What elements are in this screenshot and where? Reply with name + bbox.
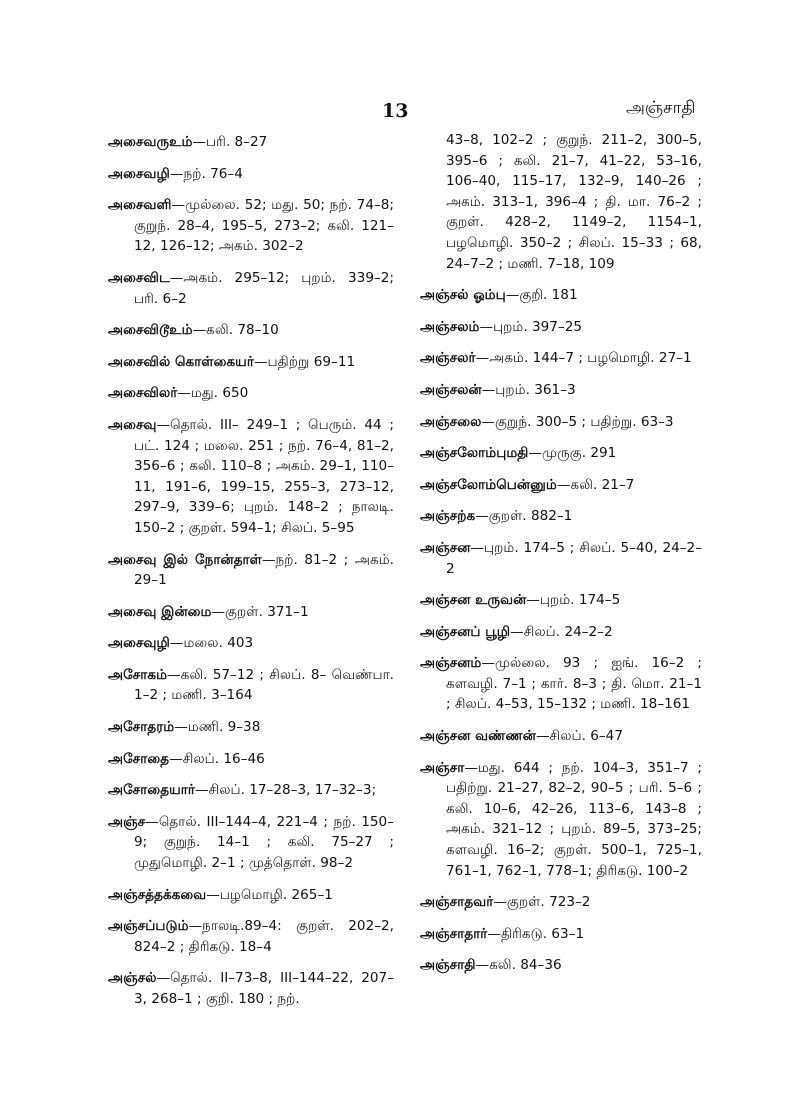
entry-separator: — [188,918,203,935]
index-entry [108,885,394,906]
entry-headword: அஞ்சா [420,759,465,776]
entry-separator: — [475,957,490,974]
entry-references: நாலடி.89–4: குறள். 202–2, 824–2 ; திரிகடு. 18–4 [134,918,394,955]
entry-headword: அசைவு இன்மை [108,603,212,620]
entry-headword: அஞ்சலம் [420,318,480,335]
index-entry [108,602,394,623]
index-entry [420,475,702,496]
continued-entry-refs: 43–8, 102–2 ; குறுந். 211–2, 300–5, 395–6 ; கலி. 21–7, 41–22, 53–16, 106–40, 115–17, 132–9, 140–26 ; அகம். 313–1, 396–4 ; தி. மா. 76–2 ; குறள். 428–2, 1149–2, 1154–1, பழமொழி. 350–2 ; சிலப். 15–33 ; 68, 24–7–2 ; மணி. 7–18, 109 [446,132,702,272]
entry-references: முருகு. 291 [542,445,617,462]
entry-references: குறள். 723–2 [506,894,591,911]
entry-headword: அஞ்சலோம்பென்னும் [420,476,557,493]
index-entry [108,916,394,957]
index-entry [108,383,394,404]
entry-references: குறி. 181 [519,287,578,304]
entry-headword: அஞ்சல் ஓம்பு [420,287,506,304]
index-entry [108,195,394,257]
entry-separator: — [479,318,494,335]
index-entry [420,348,702,369]
page-number: 13 [382,100,409,122]
entry-separator: — [528,445,542,462]
entry-separator: — [481,381,496,398]
index-entry [108,665,394,706]
entry-references: பரி. 8–27 [205,134,268,150]
entry-references: குறள். 371–1 [225,603,309,620]
entry-headword: அஞ்சலை [420,413,482,430]
index-entry [108,717,394,738]
entry-headword: அஞ்சலோம்புமதி [420,445,529,462]
index-entry [420,758,702,882]
entry-references: புறம். 361–3 [495,381,576,398]
index-entry [108,780,394,801]
entry-separator: — [145,813,159,830]
entry-separator: — [464,759,478,776]
entry-headword: அசோதையார் [108,782,195,799]
entry-references: அகம். 295–12; புறம். 339–2; பரி. 6–2 [134,269,394,307]
index-entry [420,590,702,611]
index-entry [108,320,394,341]
entry-separator: — [510,623,524,640]
index-entry [420,892,702,913]
entry-references: சிலப். 6–47 [549,728,623,745]
entry-headword: அஞ்சாதவர் [420,894,494,911]
entry-references: அகம். 144–7 ; பழமொழி. 27–1 [489,350,692,367]
entry-separator: — [475,350,490,367]
entry-references: மலை. 403 [183,635,254,652]
entry-headword: அஞ்சல் [108,970,157,987]
entry-separator: — [169,635,184,652]
index-entry [108,968,394,1009]
entry-headword: அஞ்சாதி [420,957,476,974]
entry-references: குறுந். 300–5 ; பதிற்று. 63–3 [494,413,674,430]
entry-separator: — [194,782,209,799]
entry-headword: அஞ்சன [420,539,471,556]
entry-separator: — [470,539,485,556]
entry-separator: — [253,353,268,370]
entry-separator: — [169,750,183,767]
entry-separator: — [169,269,184,286]
entry-references: தொல். III–144–4, 221–4 ; நற். 150–9; குறுந். 14–1 ; கலி. 75–27 ; முதுமொழி. 2–1 ; முத்தொள். 98–2 [134,813,394,872]
entry-separator: — [535,728,550,745]
entry-separator: — [493,894,507,911]
entry-headword: அசோதரம் [108,719,175,736]
running-head: அஞ்சாதி [626,98,696,118]
entry-references: மது. 644 ; நற். 104–3, 351–7 ; பதிற்று. 21–27, 82–2, 90–5 ; பரி. 5–6 ; கலி. 10–6, 42–26, 113–6, 143–8 ; அகம். 321–12 ; புறம். 89–5, 373–25; களவழி. 16–2; குறள். 500–1, 725–1, 761–1, 762–1, 778–1; திரிகடு. 100–2 [446,759,702,879]
entry-references: சிலப். 16–46 [182,750,265,767]
index-entry [420,380,702,401]
entry-references: மணி. 9–38 [187,719,261,736]
entry-headword: அசைவில் கொள்கையர் [108,353,254,370]
entry-headword: அசைவிலர் [108,385,178,402]
index-entry [108,550,394,591]
entry-separator: — [169,165,184,182]
entry-separator: — [526,592,540,609]
index-entry [108,812,394,874]
index-entry [420,412,702,433]
entry-references: புறம். 174–5 ; சிலப். 5–40, 24–2–2 [446,539,702,577]
index-entry [420,726,702,747]
entry-references: பதிற்று 69–11 [267,353,356,370]
entry-separator: — [192,134,206,150]
entry-separator: — [481,413,495,430]
entry-separator: — [487,925,501,942]
entry-references: முல்லை. 52; மது. 50; நற். 74–8; குறுந். 28–4, 195–5, 273–2; கலி. 121–12, 126–12; அகம். 302–2 [134,197,394,255]
entry-headword: அஞ்சனப் பூழி [420,623,511,640]
left-column [108,132,394,1021]
index-entry [108,132,394,153]
index-entry [420,538,702,579]
entry-headword: அசோதை [108,750,170,767]
index-entry [108,352,394,373]
entry-headword: அசைவிட [108,269,170,286]
entry-separator: — [206,886,220,903]
entry-separator: — [174,719,188,736]
entry-references: குறள். 882–1 [488,508,573,525]
entry-separator: — [261,551,276,568]
entry-headword: அசைவழி [108,165,170,182]
entry-headword: அசைவு இல் நோன்தாள் [108,551,262,568]
entry-references: கலி. 78–10 [206,322,279,339]
entry-references: நற். 81–2 ; அகம். 29–1 [134,551,394,589]
entry-references: நற். 76–4 [183,165,243,182]
entry-separator: — [177,385,191,402]
entry-headword: அஞ்சன வண்ணன் [420,728,536,745]
index-entry [108,268,394,309]
entry-separator: — [156,416,171,433]
entry-references: கலி. 57–12 ; சிலப். 8– வெண்பா. 1–2 ; மணி. 3–164 [134,666,394,704]
index-entry [108,164,394,185]
index-entry [420,955,702,976]
index-entry [420,653,702,715]
entry-headword: அஞ்சத்தக்கவை [108,886,207,903]
index-entry [420,285,702,306]
index-entry [420,443,702,464]
entry-references: புறம். 397–25 [493,318,583,335]
entry-separator: — [171,197,186,214]
entry-headword: அசைவிடூஉம் [108,322,193,339]
entry-headword: அஞ்சலர் [420,350,476,367]
entry-references: திரிகடு. 63–1 [501,925,585,942]
entry-headword: அஞ்ச [108,813,146,830]
entry-references: கலி. 84–36 [489,957,562,974]
entry-separator: — [156,970,171,987]
right-column [420,130,702,987]
entry-headword: அசைவருஉம் [108,134,193,150]
entry-headword: அசைவளி [108,197,172,214]
entry-separator: — [505,287,520,304]
entry-separator: — [556,476,571,493]
entry-references: சிலப். 17–28–3, 17–32–3; [208,782,377,799]
index-entry [420,317,702,338]
entry-separator: — [481,655,495,672]
index-entry [108,415,394,539]
entry-headword: அசைவு [108,416,157,433]
entry-references: தொல். III– 249–1 ; பெரும். 44 ; பட். 124 ; மலை. 251 ; நற். 76–4, 81–2, 356–6 ; கலி. 110–8 ; அகம். 29–1, 110–11, 191–6, 199–15, 255–3, 273–12, 297–9, 339–6; புறம். 148–2 ; நாலடி. 150–2 ; குறள். 594–1; சிலப். 5–95 [134,416,394,536]
entry-references: சிலப். 24–2–2 [523,623,613,640]
entry-headword: அஞ்சப்படும் [108,918,189,935]
index-entry [420,506,702,527]
entry-references: தொல். II–73–8, III–144–22, 207–3, 268–1 ; குறி. 180 ; நற். [134,970,394,1007]
entry-headword: அஞ்சனம் [420,655,482,672]
entry-references: மது. 650 [190,385,249,402]
index-entry [420,622,702,643]
entry-headword: அஞ்சன உருவன் [420,592,527,609]
index-entry [420,924,702,945]
entry-headword: அஞ்சற்க [420,508,476,525]
index-entry [108,633,394,654]
index-entry [108,749,394,770]
entry-separator: — [167,666,181,683]
entry-separator: — [211,603,226,620]
entry-headword: அசோகம் [108,666,168,683]
entry-references: கலி. 21–7 [570,476,635,493]
entry-headword: அஞ்சலன் [420,381,482,398]
entry-separator: — [192,322,207,339]
entry-references: புறம். 174–5 [539,592,621,609]
entry-separator: — [475,508,489,525]
entry-headword: அசைவுழி [108,635,170,652]
entry-references: முல்லை. 93 ; ஐங். 16–2 ; களவழி. 7–1 ; கார். 8–3 ; தி. மொ. 21–1 ; சிலப். 4–53, 15–132 ; மணி. 18–161 [446,655,702,713]
entry-headword: அஞ்சாதார் [420,925,488,942]
entry-references: பழமொழி. 265–1 [219,886,333,903]
